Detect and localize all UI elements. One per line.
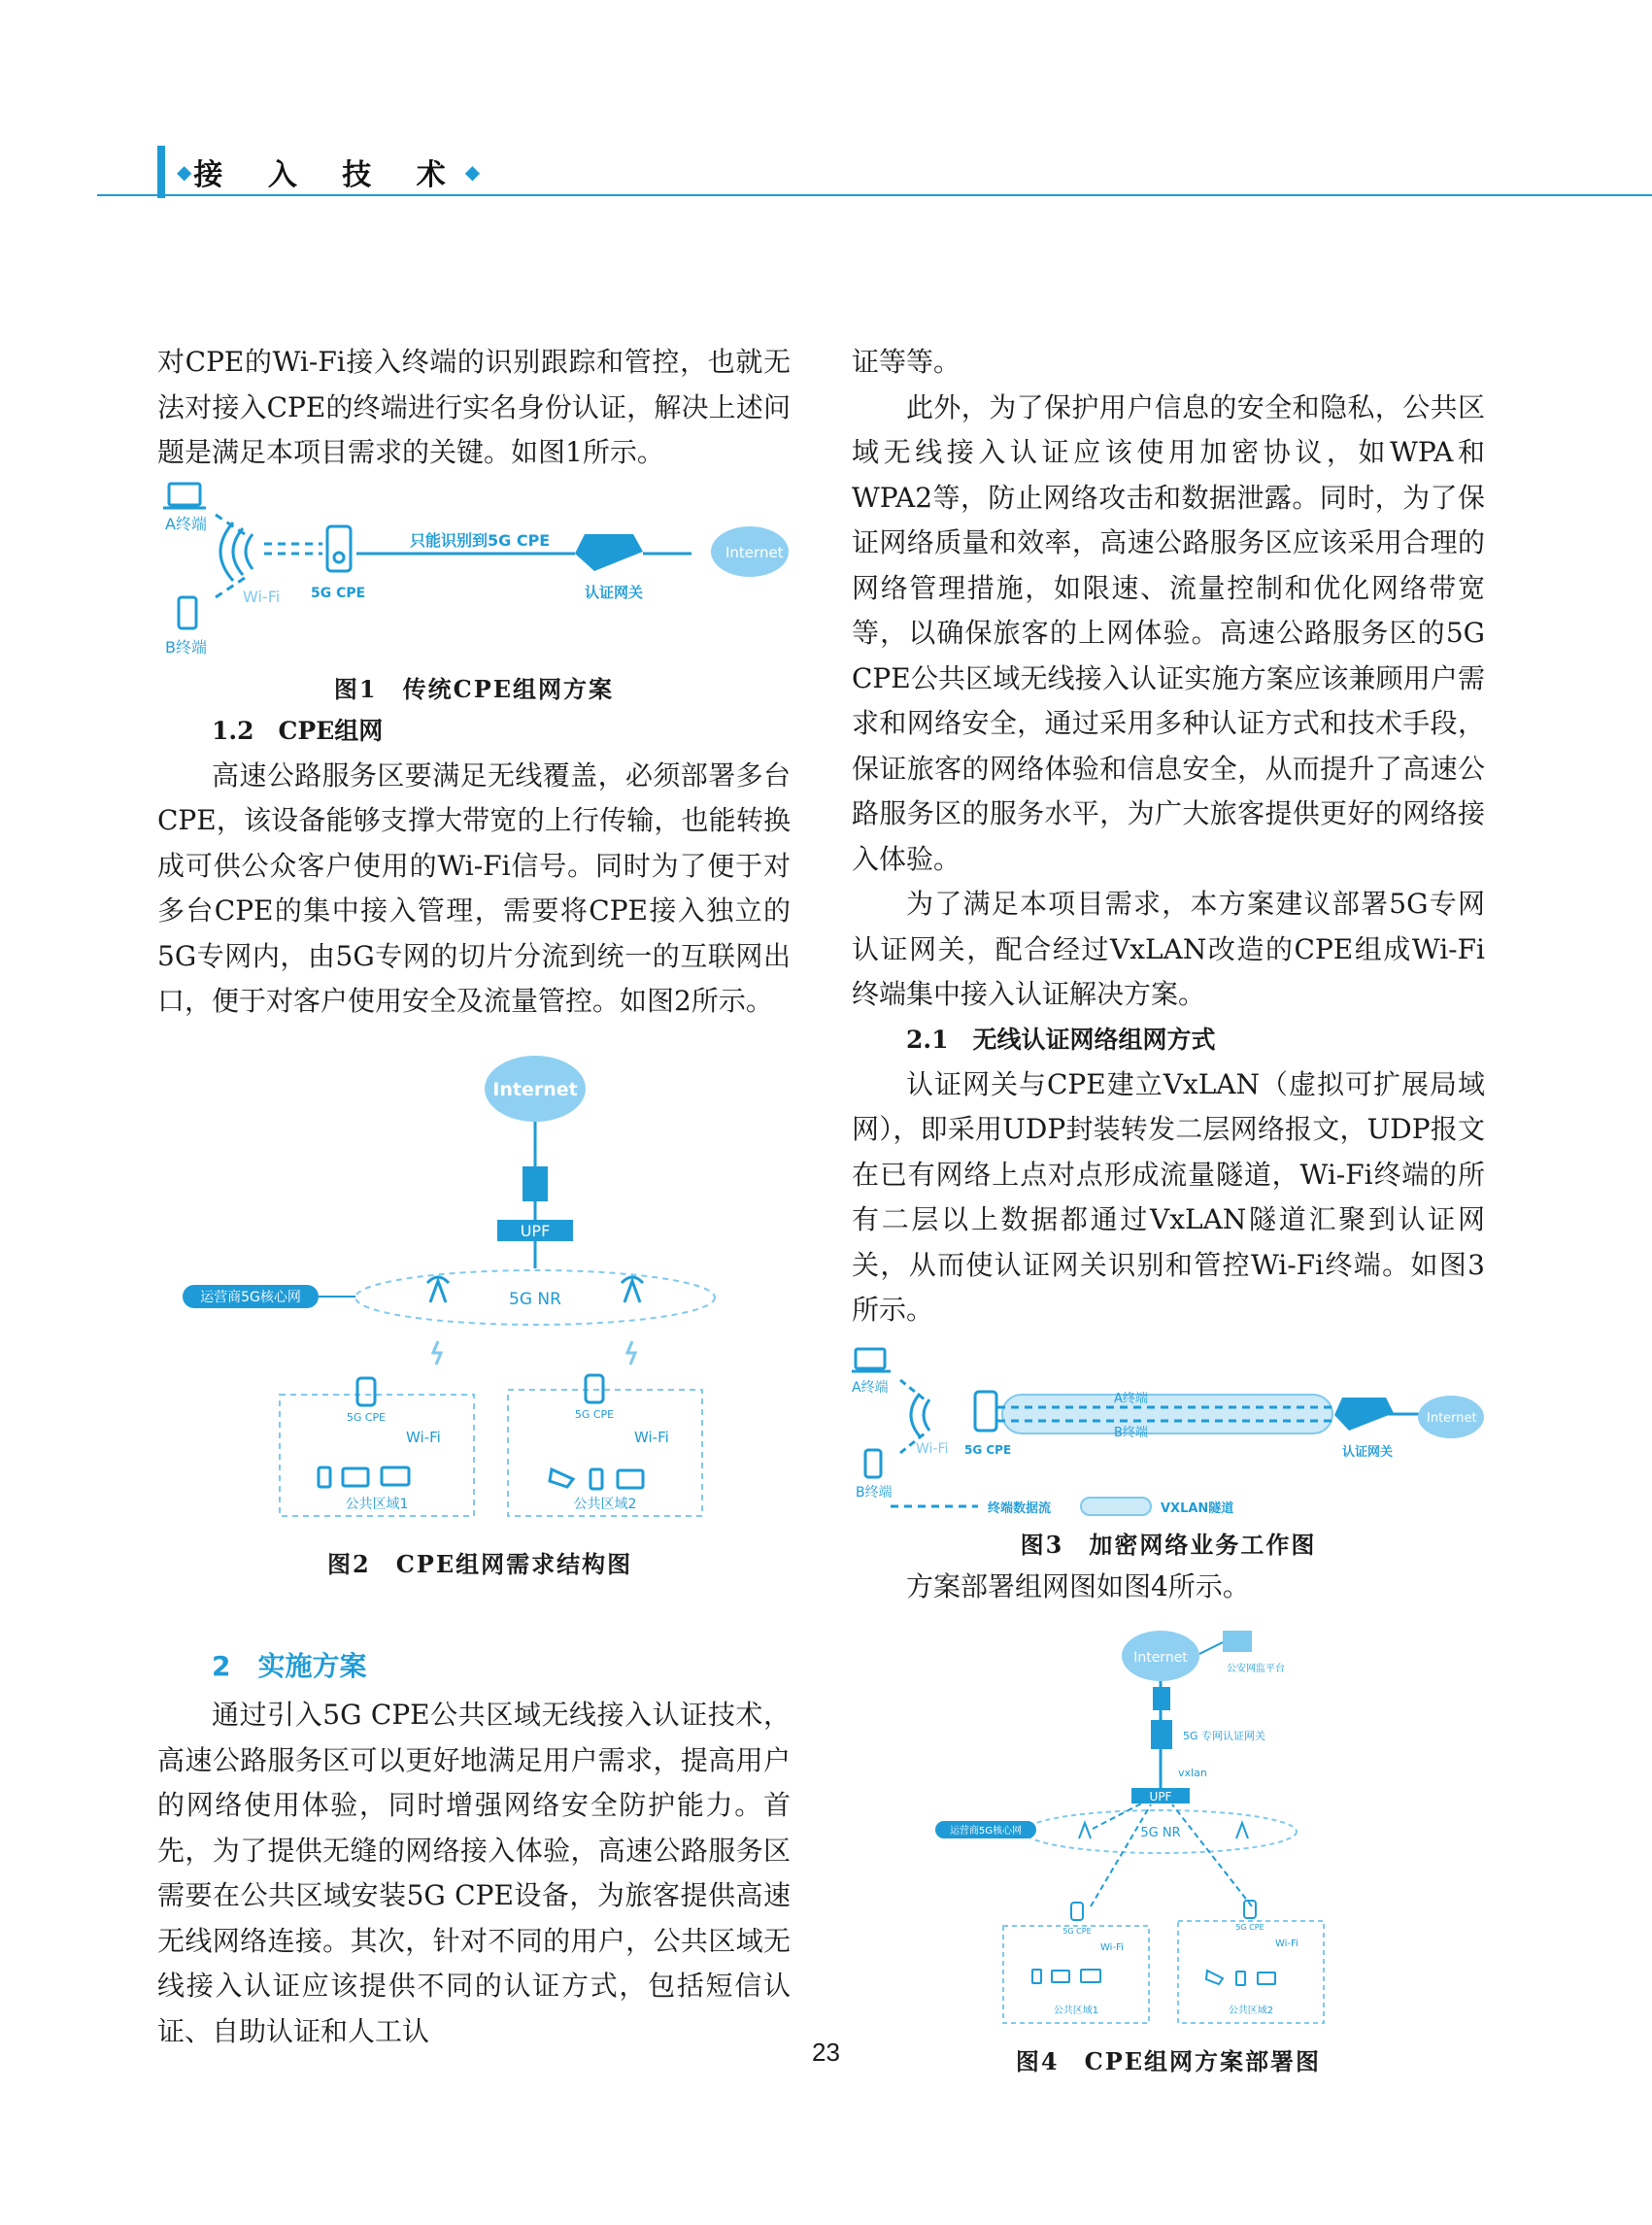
- legend-tunnel-label: VXLAN隧道: [1161, 1500, 1234, 1516]
- internet-label: Internet: [1133, 1650, 1188, 1666]
- paragraph: 方案部署组网图如图4所示。: [906, 1569, 1250, 1602]
- laptop-icon: [856, 1349, 885, 1368]
- diamond-icon: ◆: [464, 160, 481, 184]
- laptop-icon: [169, 484, 200, 505]
- gateway-label: 5G 专网认证网关: [1183, 1730, 1266, 1742]
- gateway-icon: [575, 534, 643, 571]
- platform-label: 公安网监平台: [1227, 1664, 1285, 1674]
- legend-data-label: 终端数据流: [988, 1500, 1052, 1516]
- wifi-label: Wi-Fi: [634, 1428, 669, 1446]
- paragraph: 为了满足本项目需求，本方案建议部署5G专网认证网关，配合经过VxLAN改造的CPE组成Wi-Fi终端集中接入认证解决方案。: [852, 888, 1485, 1010]
- gateway-label: 认证网关: [1342, 1444, 1394, 1460]
- phone-icon: [1236, 1972, 1245, 1985]
- nr-label: 5G NR: [1140, 1826, 1181, 1840]
- only-label: 只能识别到5G CPE: [410, 530, 551, 550]
- cpe-label: 5G CPE: [346, 1410, 387, 1424]
- section-heading: 2 实施方案: [212, 1649, 367, 1682]
- internet-label: Internet: [1427, 1410, 1477, 1426]
- gateway-label: 认证网关: [585, 583, 644, 601]
- switch-icon: [523, 1166, 548, 1201]
- cpe-icon: [975, 1392, 996, 1431]
- wifi-icon: [911, 1394, 929, 1436]
- lightning-icon: [627, 1341, 635, 1365]
- phone-icon: [865, 1450, 881, 1477]
- header-rule: [97, 194, 1652, 196]
- section-heading: 1.2 CPE组网: [212, 716, 384, 745]
- figure-3: [852, 1341, 1485, 1526]
- figure-3-caption: 图3 加密网络业务工作图: [1020, 1530, 1317, 1559]
- phone-icon: [1032, 1970, 1041, 1983]
- camera-icon: [550, 1469, 573, 1487]
- paragraph: 对CPE的Wi-Fi接入终端的识别跟踪和管控，也就无法对接入CPE的终端进行实名身份认证，解决上述问题是满足本项目需求的关键。如图1所示。: [157, 346, 791, 468]
- b-flow-label: B终端: [1114, 1425, 1148, 1440]
- header-bar: [157, 146, 165, 198]
- tablet-icon: [1258, 1972, 1275, 1984]
- upf-label: UPF: [1149, 1790, 1172, 1804]
- wifi-label: Wi-Fi: [406, 1428, 441, 1446]
- antenna-icon: [622, 1277, 643, 1302]
- upf-label: UPF: [520, 1221, 551, 1240]
- a-flow-label: A终端: [1114, 1391, 1148, 1406]
- wifi-icon: [220, 523, 253, 581]
- cpe-icon: [357, 1378, 375, 1405]
- paragraph: 高速公路服务区要满足无线覆盖，必须部署多台CPE，该设备能够支撑大带宽的上行传输，也能转换成可供公众客户使用的Wi-Fi信号。同时为了便于对多台CPE的集中接入管理，需要将CPE接入独立的5G专网内，由5G专网的切片分流到统一的互联网出口，便于对客户使用安全及流量管控。如图2所示。: [157, 759, 791, 1017]
- platform-icon: [1223, 1631, 1252, 1652]
- cpe-icon: [1071, 1903, 1083, 1920]
- internet-label: Internet: [725, 543, 784, 561]
- core-label: 运营商5G核心网: [200, 1289, 301, 1305]
- section-header: [157, 146, 482, 198]
- antenna-icon: [1079, 1823, 1091, 1838]
- paragraph: 证等等。: [852, 346, 961, 378]
- cpe-label: 5G CPE: [1062, 1927, 1092, 1936]
- zone-1-label: 公共区域1: [345, 1496, 409, 1512]
- b-terminal-label: B终端: [856, 1484, 893, 1500]
- a-terminal-label: A终端: [165, 514, 207, 533]
- wifi-label: Wi-Fi: [1275, 1938, 1298, 1949]
- a-terminal-label: A终端: [852, 1379, 889, 1396]
- diamond-icon: ◆: [177, 160, 192, 184]
- cpe-label: 5G CPE: [574, 1407, 615, 1421]
- lightning-icon: [433, 1341, 441, 1365]
- antenna-icon: [1236, 1823, 1248, 1838]
- b-terminal-label: B终端: [165, 637, 207, 657]
- wifi-label: Wi-Fi: [243, 587, 281, 606]
- right-column: [852, 340, 1485, 2081]
- switch-icon: [1153, 1687, 1170, 1710]
- zone-1-label: 公共区域1: [1053, 2006, 1099, 2016]
- laptop-icon: [382, 1467, 409, 1485]
- tablet-icon: [343, 1468, 368, 1486]
- figure-2-caption: 图2 CPE组网需求结构图: [327, 1549, 633, 1578]
- zone-2-label: 公共区域2: [573, 1496, 637, 1512]
- nr-label: 5G NR: [509, 1289, 561, 1309]
- figure-1-caption: 图1 传统CPE组网方案: [333, 674, 615, 703]
- wifi-label: Wi-Fi: [916, 1440, 949, 1457]
- figure-1: [157, 476, 791, 670]
- phone-icon: [590, 1469, 602, 1489]
- legend-tunnel-icon: [1081, 1498, 1151, 1515]
- figure-2: [163, 1040, 785, 1545]
- phone-icon: [319, 1467, 330, 1487]
- paragraph: 通过引入5G CPE公共区域无线接入认证技术，高速公路服务区可以更好地满足用户需求，提高用户的网络使用体验，同时增强网络安全防护能力。首先，为了提供无缝的网络接入体验，高速公路服务区需要在公共区域安装5G CPE设备，为旅客提供高速无线网络连接。其次，针对不同的用户，公共区域无线接入认证应该提供不同的认证方式，包括短信认证、自助认证和人工认: [157, 1699, 791, 2047]
- wifi-label: Wi-Fi: [1100, 1942, 1124, 1953]
- cpe-icon: [327, 526, 351, 571]
- antenna-icon: [427, 1277, 449, 1302]
- cpe-label: 5G CPE: [311, 585, 366, 601]
- cpe-label: 5G CPE: [1235, 1923, 1264, 1932]
- tablet-icon: [618, 1470, 643, 1488]
- core-label: 运营商5G核心网: [949, 1826, 1023, 1837]
- header-title: 接 入 技 术: [193, 158, 463, 192]
- section-heading: 2.1 无线认证网络组网方式: [906, 1025, 1216, 1054]
- gateway-icon: [1151, 1720, 1172, 1749]
- paragraph: 认证网关与CPE建立VxLAN（虚拟可扩展局域网），即采用UDP封装转发二层网络报文，UDP报文在已有网络上点对点形成流量隧道，Wi-Fi终端的所有二层以上数据都通过VxLAN隧道汇聚到认证网关，从而使认证网关识别和管控Wi-Fi终端。如图3所示。: [852, 1067, 1485, 1326]
- vxlan-label: vxlan: [1178, 1767, 1207, 1779]
- figure-4-caption: 图4 CPE组网方案部署图: [1015, 2047, 1322, 2075]
- phone-icon: [179, 597, 196, 628]
- vxlan-tunnel: [1002, 1395, 1332, 1433]
- tablet-icon: [1052, 1971, 1069, 1982]
- laptop-icon: [1081, 1970, 1100, 1982]
- cpe-label: 5G CPE: [964, 1442, 1012, 1457]
- left-column: [157, 340, 791, 2054]
- gateway-icon: [1334, 1398, 1394, 1431]
- page-number: 23: [812, 2038, 840, 2067]
- internet-label: Internet: [492, 1078, 578, 1100]
- paragraph: 此外，为了保护用户信息的安全和隐私，公共区域无线接入认证应该使用加密协议，如WPA和WPA2等，防止网络攻击和数据泄露。同时，为了保证网络质量和效率，高速公路服务区应该采用合理的网络管理措施，如限速、流量控制和优化网络带宽等，以确保旅客的上网体验。高速公路服务区的5G CPE公共区域无线接入认证实施方案应该兼顾用户需求和网络安全，通过采用多种认证方式和技术手段，保证旅客的网络体验和信息安全，从而提升了高速公路服务区的服务水平，为广大旅客提供更好的网络接入体验。: [852, 390, 1485, 875]
- zone-2-label: 公共区域2: [1228, 2006, 1274, 2016]
- figure-4: [896, 1615, 1440, 2042]
- camera-icon: [1206, 1971, 1223, 1984]
